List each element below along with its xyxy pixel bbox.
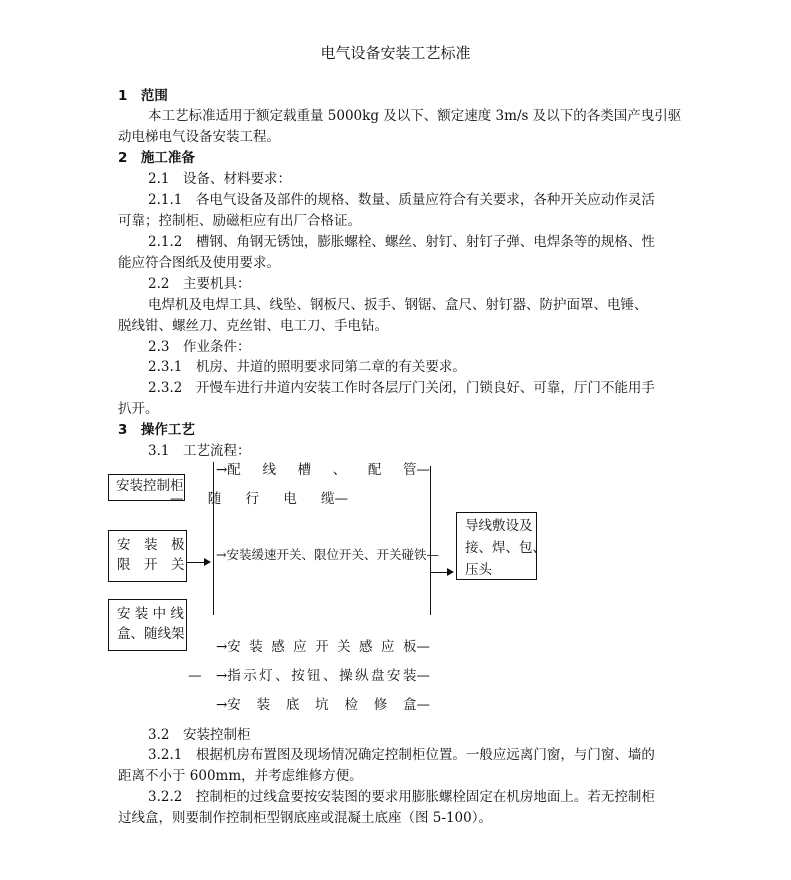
flow-step-char: 灯 <box>259 668 273 684</box>
section-number: 3 <box>118 422 128 438</box>
flow-box-label: 盒、随线架 <box>117 626 185 642</box>
flow-step-char: 应 <box>380 639 395 655</box>
flow-step-char: 装 <box>256 697 271 713</box>
flow-step-char: →安 <box>216 697 241 713</box>
paragraph-line: 可靠；控制柜、励磁柜应有出厂合格证。 <box>118 213 361 229</box>
paragraph-line: 能应符合图纸及使用要求。 <box>118 255 280 271</box>
flow-step-char: 、 <box>275 668 289 684</box>
flow-step-char: 、 <box>332 462 347 478</box>
flow-step-char: →配 <box>216 462 241 478</box>
paragraph-line: 动电梯电气设备安装工程。 <box>118 129 280 145</box>
flow-step-char: 示 <box>243 668 257 684</box>
paragraph-line: 2.1.1 各电气设备及部件的规格、数量、质量应符合有关要求，各种开关应动作灵活 <box>148 192 655 208</box>
flow-step-char: 安 <box>387 668 401 684</box>
flow-step-char: 按 <box>291 668 305 684</box>
subsection-heading: 2.1 设备、材料要求： <box>148 171 291 187</box>
flow-step-char: 修 <box>373 697 388 713</box>
paragraph-line: 过线盒，则要制作控制柜型钢底座或混凝土底座（图 5-100）。 <box>118 810 492 826</box>
flow-box-label: 压头 <box>465 562 492 578</box>
flow-step-char: 电 <box>283 491 297 507</box>
section-1-heading <box>118 87 168 105</box>
flow-step-char: 应 <box>293 639 307 655</box>
flow-step-char: 坑 <box>315 697 329 713</box>
paragraph-line: 扒开。 <box>118 401 159 417</box>
flow-step-char: 感 <box>271 639 285 655</box>
flow-box-label: 导线敷设及 <box>465 518 533 534</box>
flow-step-induction-switch <box>216 638 430 656</box>
flow-step-char: →指 <box>216 668 241 684</box>
paragraph-line: 3.2.1 根据机房布置图及现场情况确定控制柜位置。一般应远离门窗，与门窗、墙的 <box>148 747 655 763</box>
flow-step-char: 关 <box>337 639 351 655</box>
paragraph-line: 2.3.1 机房、井道的照明要求同第二章的有关要求。 <box>148 359 466 375</box>
section-number: 1 <box>118 88 128 104</box>
paragraph-line: 脱线钳、螺丝刀、克丝钳、电工刀、手电钻。 <box>118 318 388 334</box>
arrow-icon <box>447 568 454 576</box>
section-title: 操作工艺 <box>140 422 195 438</box>
flow-step-char: 板— <box>402 639 430 655</box>
subsection-heading: 3.1 工艺流程： <box>148 443 251 459</box>
flow-step-char: 操 <box>339 668 353 684</box>
flow-step-char: 线 <box>262 462 276 478</box>
flow-step-char: 管— <box>402 462 430 478</box>
connector-line <box>213 462 214 615</box>
flow-step-char: 配 <box>367 462 382 478</box>
flow-step-pit-inspection <box>216 696 430 714</box>
flow-box-label: 限 开 关 <box>117 557 185 573</box>
paragraph-line: 距离不小于 600mm，并考虑维修方便。 <box>118 768 363 784</box>
flow-step-char: 纵 <box>355 668 369 684</box>
flow-box-label: 安装控制柜 <box>116 478 184 494</box>
flow-step-char: 开 <box>315 639 329 655</box>
section-2-heading <box>118 149 195 167</box>
flow-step-char: — <box>170 491 184 507</box>
flow-dash: — <box>188 668 202 684</box>
flow-step-char: 、 <box>323 668 337 684</box>
paragraph-line: 本工艺标准适用于额定载重量 5000kg 及以下、额定速度 3m/s 及以下的各类国产曳引驱 <box>148 108 682 124</box>
flow-box-wiring-result <box>456 512 546 580</box>
flow-step-char: 槽 <box>297 462 312 478</box>
section-title: 施工准备 <box>140 150 195 166</box>
section-3-heading <box>118 421 195 439</box>
flow-step-limit-switches: →安装缓速开关、限位开关、开关碰铁— <box>216 547 439 562</box>
flow-step-char: 感 <box>359 639 373 655</box>
connector-line <box>186 562 205 563</box>
flow-step-indicator-buttons <box>216 667 430 685</box>
flow-step-char: 装— <box>402 668 430 684</box>
section-title: 范围 <box>140 88 168 104</box>
flow-box-label: 安 装 中 线 <box>117 606 184 622</box>
flow-step-char: 缆— <box>321 491 348 507</box>
paragraph-line: 电焊机及电焊工具、线坠、钢板尺、扳手、钢锯、盒尺、射钉器、防护面罩、电锤、 <box>148 297 648 313</box>
paragraph-line: 2.1.2 槽钢、角钢无锈蚀，膨胀螺栓、螺丝、射钉、射钉子弹、电焊条等的规格、性 <box>148 234 655 250</box>
flow-step-char: 检 <box>344 697 358 713</box>
flow-step-char: →安 <box>216 639 241 655</box>
flow-step-char: 底 <box>285 697 300 713</box>
flow-step-char: 行 <box>245 491 259 507</box>
subsection-heading: 3.2 安装控制柜 <box>148 727 251 743</box>
document-title: 电气设备安装工艺标准 <box>320 44 471 62</box>
paragraph-line: 2.3.2 开慢车进行井道内安装工作时各层厅门关闭，门锁良好、可靠，厅门不能用手 <box>148 380 655 396</box>
flow-step-char: 盒— <box>403 697 430 713</box>
paragraph-line: 3.2.2 控制柜的过线盒要按安装图的要求用膨胀螺栓固定在机房地面上。若无控制柜 <box>148 789 655 805</box>
flow-step-traveling-cable <box>170 490 348 508</box>
connector-line <box>430 466 431 615</box>
flow-step-char: 钮 <box>307 668 321 684</box>
section-number: 2 <box>118 150 128 166</box>
connector-line <box>431 572 448 573</box>
flow-step-wire-trough <box>216 461 430 479</box>
flow-box-label: 接、焊、包、 <box>465 540 546 556</box>
flow-step-char: 随 <box>207 491 222 507</box>
subsection-heading: 2.3 作业条件： <box>148 339 251 355</box>
flow-box-label: 安 装 极 <box>117 537 185 553</box>
arrow-icon <box>204 558 211 566</box>
subsection-heading: 2.2 主要机具： <box>148 276 251 292</box>
flow-step-char: 盘 <box>371 668 385 684</box>
flow-step-char: 装 <box>249 639 263 655</box>
